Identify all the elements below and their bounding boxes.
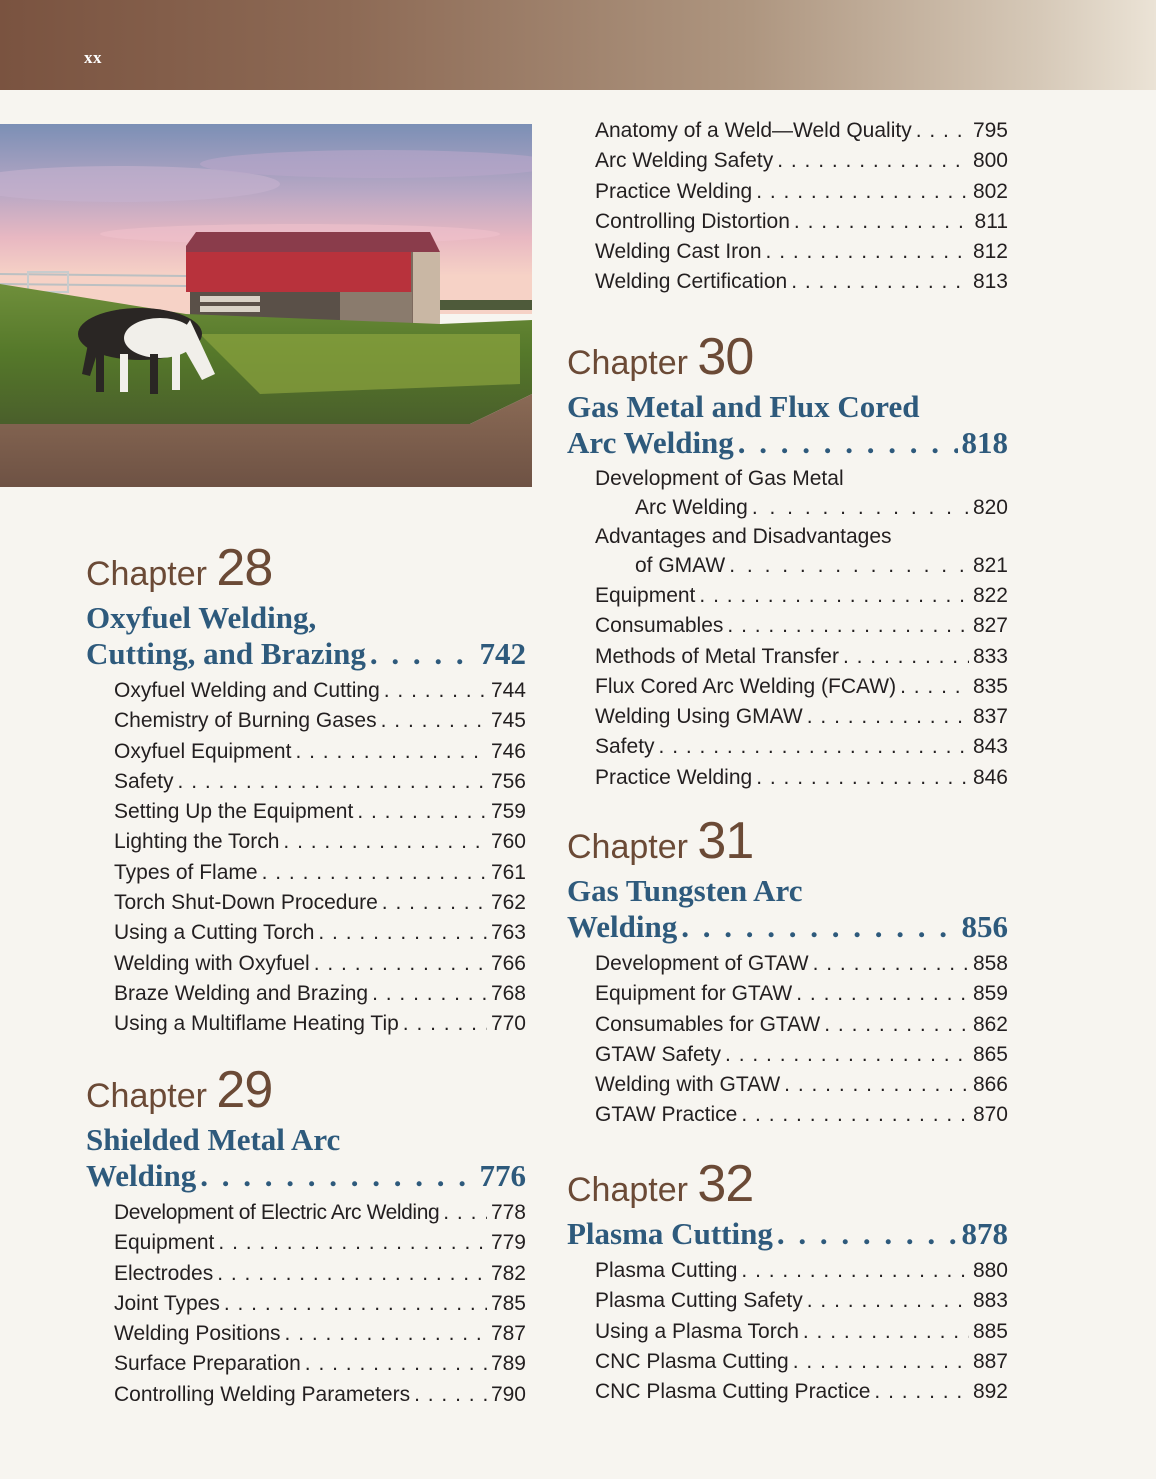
chapter-number: 30 — [697, 328, 754, 386]
chapter-label: Chapter — [567, 1171, 688, 1209]
toc-entry[interactable]: Setting Up the Equipment . . . 759 — [86, 797, 526, 827]
chapter-page: 856 — [961, 909, 1008, 944]
toc-entry[interactable]: Development of Gas Metal Arc Welding . . . 820 — [567, 465, 1008, 523]
toc-entry[interactable]: Joint Types . . . 785 — [86, 1289, 526, 1319]
chapter-32 — [567, 1155, 1008, 1407]
chapter-title: Cutting, and Brazing — [86, 636, 366, 671]
toc-right-column — [567, 0, 1008, 1479]
toc-entry[interactable]: Equipment . . . 779 — [86, 1228, 526, 1258]
toc-entry[interactable]: CNC Plasma Cutting . . . 887 — [567, 1347, 1008, 1377]
toc-entry[interactable]: Equipment for GTAW . . . 859 — [567, 979, 1008, 1009]
toc-entry[interactable]: Welding Using GMAW . . . 837 — [567, 702, 1008, 732]
chapter-label: Chapter — [86, 555, 207, 593]
toc-entry[interactable]: Plasma Cutting . . . 880 — [567, 1256, 1008, 1286]
toc-left-column — [86, 0, 526, 1479]
chapter-heading — [86, 539, 526, 597]
chapter-title-line[interactable] — [86, 636, 526, 672]
toc-entry[interactable]: Torch Shut-Down Procedure . . . 762 — [86, 888, 526, 918]
toc-entry[interactable]: Electrodes . . . 782 — [86, 1259, 526, 1289]
chapter-title[interactable]: Shielded Metal Arc — [86, 1122, 341, 1157]
chapter-label: Chapter — [86, 1077, 207, 1115]
page-number: xx — [84, 48, 102, 67]
toc-entry[interactable]: Methods of Metal Transfer . . . 833 — [567, 642, 1008, 672]
chapter-page: 878 — [961, 1216, 1008, 1251]
chapter-page: 742 — [479, 636, 526, 671]
toc-entry[interactable]: Using a Cutting Torch . . . 763 — [86, 918, 526, 948]
chapter-29 — [86, 1061, 526, 1410]
toc-entry[interactable]: Consumables . . . 827 — [567, 611, 1008, 641]
toc-entry[interactable]: Using a Multiflame Heating Tip . . . 770 — [86, 1009, 526, 1039]
chapter-title-line[interactable] — [86, 1158, 526, 1194]
section-list — [567, 465, 1008, 793]
toc-entry[interactable]: Braze Welding and Brazing . . . 768 — [86, 979, 526, 1009]
toc-entry[interactable]: Safety . . . 843 — [567, 732, 1008, 762]
toc-entry[interactable]: Consumables for GTAW . . . 862 — [567, 1010, 1008, 1040]
toc-entry[interactable]: Controlling Welding Parameters . . . 790 — [86, 1380, 526, 1410]
toc-entry[interactable]: Anatomy of a Weld—Weld Quality . . . 795 — [567, 116, 1008, 146]
chapter-number: 28 — [216, 539, 273, 597]
chapter-heading — [567, 1155, 1008, 1213]
chapter-heading — [86, 1061, 526, 1119]
toc-entry[interactable]: Safety . . . 756 — [86, 767, 526, 797]
toc-entry[interactable]: Practice Welding . . . 846 — [567, 763, 1008, 793]
toc-entry[interactable]: Development of GTAW . . . 858 — [567, 949, 1008, 979]
toc-entry[interactable]: CNC Plasma Cutting Practice . . . 892 — [567, 1377, 1008, 1407]
chapter-label: Chapter — [567, 344, 688, 382]
toc-entry[interactable]: Controlling Distortion . . . 811 — [567, 207, 1008, 237]
section-list-continued — [567, 116, 1008, 298]
chapter-heading — [567, 328, 1008, 386]
toc-entry[interactable]: Flux Cored Arc Welding (FCAW) . . . 835 — [567, 672, 1008, 702]
chapter-title[interactable]: Gas Tungsten Arc — [567, 873, 803, 908]
chapter-30 — [567, 328, 1008, 793]
chapter-heading — [567, 812, 1008, 870]
chapter-number: 29 — [216, 1061, 273, 1119]
chapter-title: Plasma Cutting — [567, 1216, 773, 1251]
toc-entry[interactable]: Practice Welding . . . 802 — [567, 177, 1008, 207]
toc-entry[interactable]: Welding Cast Iron . . . 812 — [567, 237, 1008, 267]
chapter-title-line[interactable] — [567, 909, 1008, 945]
chapter-page: 776 — [479, 1158, 526, 1193]
toc-entry[interactable]: GTAW Practice . . . 870 — [567, 1100, 1008, 1130]
chapter-number: 31 — [697, 812, 754, 870]
toc-entry[interactable]: Development of Electric Arc Welding . . . 778 — [86, 1198, 526, 1228]
toc-entry[interactable]: Plasma Cutting Safety . . . 883 — [567, 1286, 1008, 1316]
chapter-title: Welding — [567, 909, 678, 944]
section-list — [86, 1198, 526, 1410]
section-list — [567, 949, 1008, 1131]
chapter-31 — [567, 812, 1008, 1131]
chapter-title-line[interactable] — [567, 425, 1008, 461]
toc-entry[interactable]: Oxyfuel Welding and Cutting . . . 744 — [86, 676, 526, 706]
chapter-label: Chapter — [567, 828, 688, 866]
toc-entry[interactable]: Lighting the Torch . . . 760 — [86, 827, 526, 857]
toc-entry[interactable]: Welding Certification . . . 813 — [567, 267, 1008, 297]
toc-entry[interactable]: Welding Positions . . . 787 — [86, 1319, 526, 1349]
toc-entry[interactable]: Arc Welding Safety . . . 800 — [567, 146, 1008, 176]
section-list — [86, 676, 526, 1040]
toc-entry[interactable]: Welding with Oxyfuel . . . 766 — [86, 949, 526, 979]
toc-entry[interactable]: Equipment . . . 822 — [567, 581, 1008, 611]
chapter-title[interactable]: Gas Metal and Flux Cored — [567, 389, 920, 424]
toc-entry[interactable]: Types of Flame . . . 761 — [86, 858, 526, 888]
toc-entry[interactable]: Using a Plasma Torch . . . 885 — [567, 1317, 1008, 1347]
chapter-title: Arc Welding — [567, 425, 734, 460]
toc-entry[interactable]: GTAW Safety . . . 865 — [567, 1040, 1008, 1070]
section-list — [567, 1256, 1008, 1407]
chapter-number: 32 — [697, 1155, 754, 1213]
chapter-title: Welding — [86, 1158, 197, 1193]
chapter-28 — [86, 539, 526, 1040]
toc-entry[interactable]: Advantages and Disadvantages of GMAW . . . 821 — [567, 523, 1008, 581]
toc-entry[interactable]: Surface Preparation . . . 789 — [86, 1349, 526, 1379]
chapter-title-line[interactable] — [567, 1216, 1008, 1252]
chapter-title[interactable]: Oxyfuel Welding, — [86, 600, 317, 635]
chapter-page: 818 — [961, 425, 1008, 460]
toc-entry[interactable]: Welding with GTAW . . . 866 — [567, 1070, 1008, 1100]
toc-entry[interactable]: Chemistry of Burning Gases . . . 745 — [86, 706, 526, 736]
toc-entry[interactable]: Oxyfuel Equipment . . . 746 — [86, 737, 526, 767]
